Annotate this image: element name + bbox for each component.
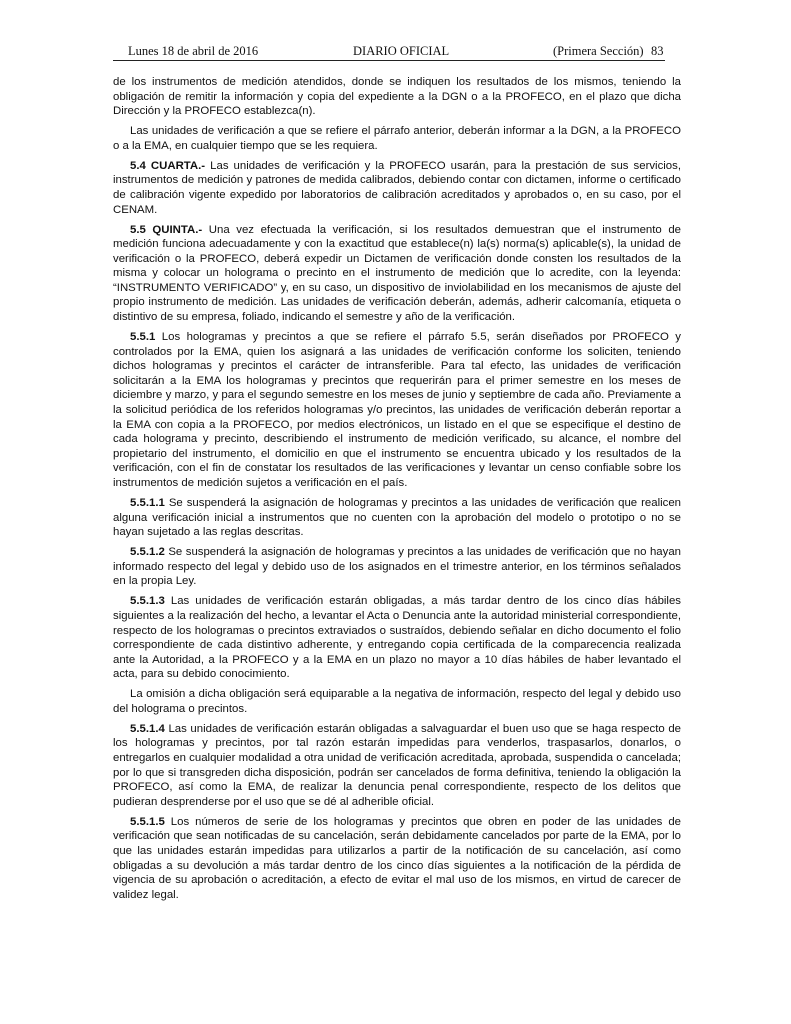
paragraph <box>113 330 681 491</box>
header-date: Lunes 18 de abril de 2016 <box>128 44 259 58</box>
section-heading: 5.5.1.2 <box>130 546 165 559</box>
paragraph-text: Los hologramas y precintos a que se refiere el párrafo 5.5, serán diseñados por PROFECO y controlados por la EMA, quien los asignará a las unidades de verificación conforme los soliciten, teniendo dichos hologramas y precintos el carácter de intransferible. Para tal efecto, las unidades de verificación solicitarán a la EMA los hologramas y precintos que requerirán para el primer semestre en los meses de diciembre y marzo, y para el segundo semestre en los meses de junio y septiembre de cada año. Previamente a la solicitud periódica de los referidos hologramas y/o precintos, las unidades de verificación deberán reportar a la EMA con copia a la PROFECO, por medios electrónicos, un listado en el que se especifique el destino de cada holograma y precinto, describiendo el instrumento de medición verificado, su alcance, el nombre del propietario del instrumento, el domicilio en que el instrumento se encuentra ubicado y los resultados de la verificación, con el fin de constatar los resultados de las verificaciones y levantar un censo confiable sobre los instrumentos de medición sujetos a verificación en el país. <box>113 331 681 489</box>
page-header <box>113 44 665 61</box>
section-heading: 5.5.1.5 <box>130 815 165 828</box>
header-title: DIARIO OFICIAL <box>353 44 450 58</box>
section-heading: 5.4 CUARTA.- <box>130 159 206 172</box>
section-heading: 5.5.1 <box>130 331 156 344</box>
paragraph-text: de los instrumentos de medición atendidos, donde se indiquen los resultados de los mismos, teniendo la obligación de remitir la información y copia del expediente a la DGN o a la PROFECO, en el plazo que dicha Dirección y la PROFECO establezca(n). <box>113 76 681 118</box>
paragraph <box>113 496 681 540</box>
section-heading: 5.5.1.1 <box>130 496 165 509</box>
paragraph-text: Se suspenderá la asignación de hologramas y precintos a las unidades de verificación que no hayan informado respecto del legal y debido uso de los asignados en el trimestre anterior, en los términos señalados en la propia Ley. <box>113 546 681 588</box>
paragraph-text: Las unidades de verificación y la PROFECO usarán, para la prestación de sus servicios, instrumentos de medición y patrones de medida calibrados, debiendo contar con dictamen, informe o certificado de calibración vigente expedido por laboratorios de calibración acreditados y aprobados o, en su caso, por el CENAM. <box>113 159 682 216</box>
paragraph-text: La omisión a dicha obligación será equiparable a la negativa de información, respecto del legal y debido uso del holograma o precintos. <box>113 688 681 715</box>
paragraph <box>113 545 681 589</box>
page-number: 83 <box>651 44 664 58</box>
paragraph <box>113 75 681 119</box>
paragraph-text: Una vez efectuada la verificación, si los resultados demuestran que el instrumento de medición funciona adecuadamente y con la exactitud que establece(n) la(s) norma(s) aplicable(s), la unidad de verificación o la PROFECO, deberá expedir un Dictamen de verificación donde consten los resultados de la misma y colocar un holograma o precinto en el instrumento de medición que lo acredite, con la leyenda: “INSTRUMENTO VERIFICADO” y, en su caso, un dispositivo de inviolabilidad en los mecanismos de ajuste del propio instrumento de medición. Las unidades de verificación deberán, además, adherir calcomanía, etiqueta o distintivo de su empresa, foliado, indicando el semestre y año de la verificación. <box>113 223 681 324</box>
paragraph-text: Las unidades de verificación estarán obligadas, a más tardar dentro de los cinco días hábiles siguientes a la realización del hecho, a levantar el Acta o Denuncia ante la autoridad ministerial correspondiente, respecto de los hologramas o precintos extraviados o sustraídos, debiendo señalar en dicho documento el folio correspondiente de cada distintivo adherente, y entregando copia certificada de la comparecencia realizada ante la Autoridad, a la PROFECO y a la EMA en un plazo no mayor a 10 días hábiles de haber levantado el acta, para su debido conocimiento. <box>113 595 681 681</box>
document-body <box>113 75 681 908</box>
paragraph <box>113 594 681 682</box>
paragraph-text: Se suspenderá la asignación de hologramas y precintos a las unidades de verificación que realicen alguna verificación inicial a instrumentos que no cuenten con la aprobación del modelo o prototipo o no se hayan sujetado a las reglas descritas. <box>113 496 681 539</box>
paragraph <box>113 815 681 903</box>
section-heading: 5.5.1.3 <box>130 595 165 608</box>
paragraph <box>113 687 681 716</box>
paragraph <box>113 223 681 325</box>
paragraph <box>113 722 681 810</box>
paragraph <box>113 159 681 217</box>
paragraph <box>113 124 681 153</box>
header-section: (Primera Sección) <box>553 44 644 58</box>
section-heading: 5.5 QUINTA.- <box>130 223 203 236</box>
section-heading: 5.5.1.4 <box>130 722 165 735</box>
paragraph-text: Las unidades de verificación estarán obligadas a salvaguardar el buen uso que se haga respecto de los hologramas y precintos, por tal razón estarán impedidas para venderlos, traspasarlos, donarlos, o entregarlos en cualquier modalidad a otra unidad de verificación acreditada, aprobada, suspendida o cancelada; por lo que si transgreden dicha disposición, podrán ser cancelados de forma definitiva, teniendo la obligación la PROFECO, así como la EMA, de realizar la denuncia penal correspondiente, respecto de los delitos que pudieran desprenderse por el uso que se dé al adherible oficial. <box>113 722 681 808</box>
paragraph-text: Los números de serie de los hologramas y precintos que obren en poder de las unidades de verificación que sean notificadas de su cancelación, serán debidamente cancelados por parte de la EMA, por lo que las unidades estarán impedidas para utilizarlos a partir de la notificación de su cancelación, así como obligadas a su devolución a más tardar dentro de los cinco días siguientes a la notificación de la pérdida de vigencia de su aprobación o acreditación, a efecto de evitar el mal uso de los mismos, en virtud de carecer de validez legal. <box>113 815 681 901</box>
paragraph-text: Las unidades de verificación a que se refiere el párrafo anterior, deberán informar a la DGN, a la PROFECO o a la EMA, en cualquier tiempo que se les requiera. <box>113 125 681 152</box>
